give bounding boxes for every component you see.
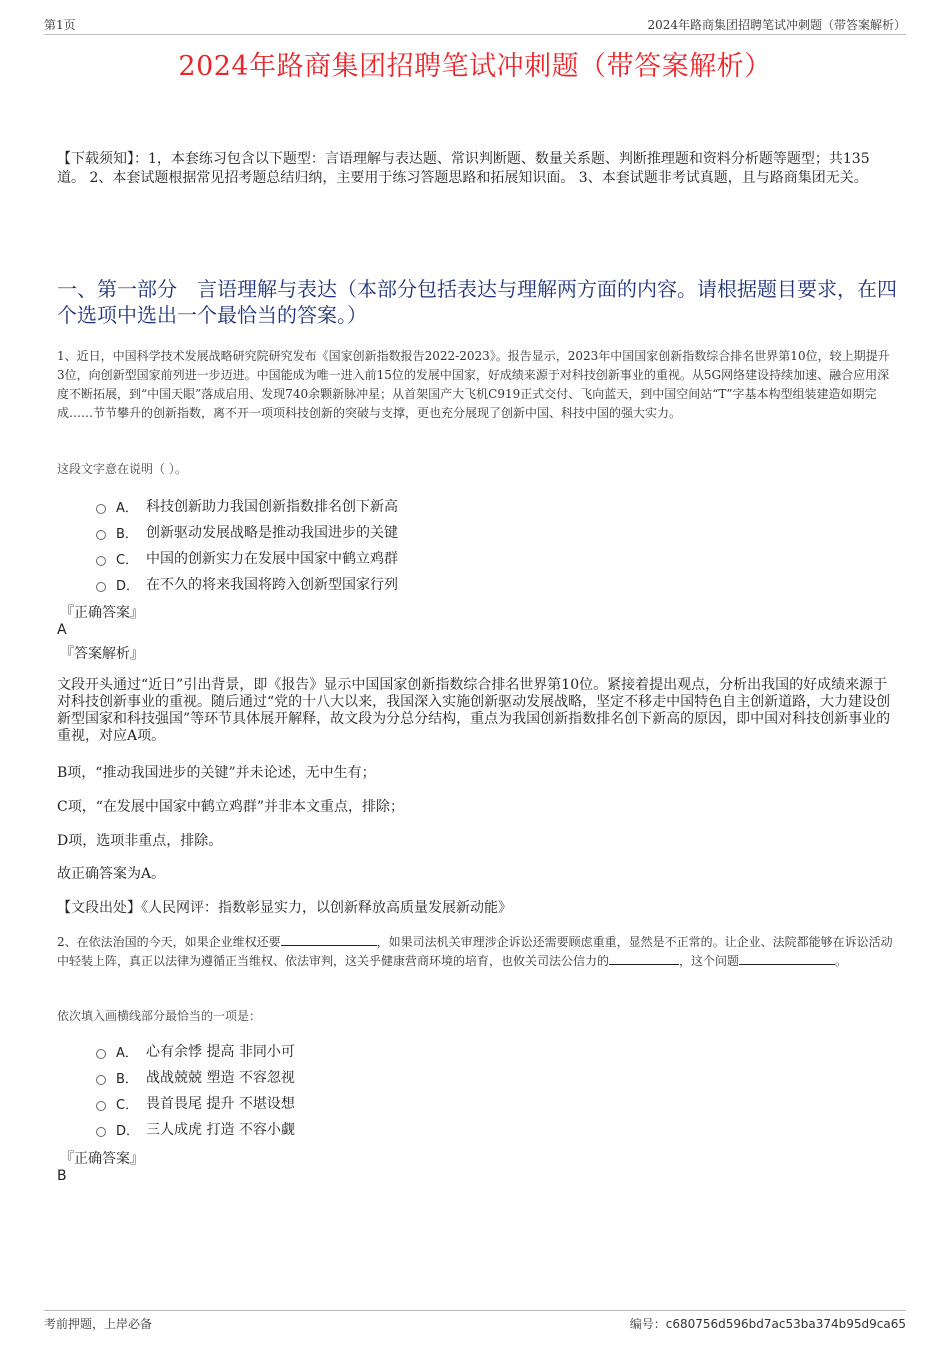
radio-icon[interactable] bbox=[96, 504, 106, 514]
answer-blank bbox=[281, 933, 377, 946]
analysis-paragraph: 文段开头通过“近日”引出背景，即《报告》显示中国国家创新指数综合排名世界第10位。紧接着提出观点，分析出我国的好成绩来源于对科技创新事业的重视。随后通过“党的十八大以来，我国深入实施创新驱动发展战略，坚定不移走中国特色自主创新道路，大力建设创新型国家和科技强国”等环节具体展开解释，故文段为分总分结构，重点为我国创新指数排名创下新高的原因，即中国对科技创新事业的重视，对应A项。 bbox=[57, 677, 891, 744]
radio-icon[interactable] bbox=[96, 530, 106, 540]
question-1-text: 1、近日，中国科学技术发展战略研究院研究发布《国家创新指数报告2022-2023》。报告显示，2023年中国国家创新指数综合排名世界第10位，较上期提升3位，向创新型国家前列进一步迈进。中国能成为唯一进入前15位的发展中国家，好成绩来源于对科技创新事业的重视。从5G网络建设持续加速、融合应用深度不断拓展，到“中国天眼”落成启用、发现740余颗新脉冲星；从首架国产大飞机C919正式交付、飞向蓝天，到中国空间站“T”字基本构型组装建造如期完成……节节攀升的创新指数，离不开一项项科技创新的突破与支撑，更也充分展现了创新中国、科技中国的强大实力。 bbox=[57, 349, 890, 420]
question-2-text: 2、在依法治国的今天，如果企业维权还要 ，如果司法机关审理涉企诉讼还需要顾虑重重，显然是不正常的。让企业、法院都能够在诉讼活动中轻装上阵，真正以法律为遵循正当维权、依法审判，这关乎健康营商环境的培育，也攸关司法公信力的 ，这个问题 。 bbox=[57, 935, 893, 968]
analysis-paragraph: C项，“在发展中国家中鹤立鸡群”并非本文重点，排除； bbox=[57, 799, 405, 815]
correct-answer: A bbox=[57, 622, 67, 638]
correct-answer: B bbox=[57, 1168, 67, 1184]
radio-icon[interactable] bbox=[96, 556, 106, 566]
analysis-label: 『答案解析』 bbox=[60, 646, 144, 662]
radio-icon[interactable] bbox=[96, 1101, 106, 1111]
header-doc-title: 2024年路商集团招聘笔试冲刺题（带答案解析） bbox=[647, 18, 906, 32]
radio-icon[interactable] bbox=[96, 582, 106, 592]
question-2-options bbox=[96, 1038, 295, 1142]
answer-blank bbox=[739, 952, 835, 965]
footer-slogan: 考前押题，上岸必备 bbox=[44, 1317, 153, 1331]
page-header bbox=[44, 14, 906, 35]
page-title: 2024年路商集团招聘笔试冲刺题（带答案解析） bbox=[178, 51, 772, 82]
answer-blank bbox=[609, 952, 679, 965]
option-c[interactable]: C． 中国的创新实力在发展中国家中鹤立鸡群 bbox=[96, 545, 398, 571]
document-code: 编号：c680756d596bd7ac53ba374b95d9ca65 bbox=[629, 1317, 906, 1331]
source-citation: 【文段出处】《人民网评：指数彰显实力，以创新释放高质量发展新动能》 bbox=[57, 900, 512, 916]
option-b[interactable]: B． 战战兢兢 塑造 不容忽视 bbox=[96, 1064, 295, 1090]
option-c[interactable]: C． 畏首畏尾 提升 不堪设想 bbox=[96, 1090, 295, 1116]
question-1-stem: 这段文字意在说明（ ）。 bbox=[57, 462, 187, 476]
question-2-stem: 依次填入画横线部分最恰当的一项是： bbox=[57, 1009, 262, 1023]
question-1-options bbox=[96, 493, 398, 597]
option-d[interactable]: D． 在不久的将来我国将跨入创新型国家行列 bbox=[96, 571, 398, 597]
option-d[interactable]: D． 三人成虎 打造 不容小觑 bbox=[96, 1116, 295, 1142]
analysis-paragraph: D项，选项非重点，排除。 bbox=[57, 833, 223, 849]
option-a[interactable]: A． 科技创新助力我国创新指数排名创下新高 bbox=[96, 493, 398, 519]
analysis-paragraph: 故正确答案为A。 bbox=[57, 866, 166, 882]
radio-icon[interactable] bbox=[96, 1127, 106, 1137]
section-title: 一、第一部分 言语理解与表达（本部分包括表达与理解两方面的内容。请根据题目要求，在四个选项中选出一个最恰当的答案。） bbox=[57, 277, 897, 327]
option-a[interactable]: A． 心有余悸 提高 非同小可 bbox=[96, 1038, 295, 1064]
analysis-paragraph: B项，“推动我国进步的关键”并未论述，无中生有； bbox=[57, 765, 376, 781]
radio-icon[interactable] bbox=[96, 1049, 106, 1059]
correct-answer-label: 『正确答案』 bbox=[60, 605, 144, 621]
option-b[interactable]: B． 创新驱动发展战略是推动我国进步的关键 bbox=[96, 519, 398, 545]
radio-icon[interactable] bbox=[96, 1075, 106, 1085]
download-notice: 【下载须知】：1，本套练习包含以下题型：言语理解与表达题、常识判断题、数量关系题、判断推理题和资料分析题等题型；共135道。 2、本套试题根据常见招考题总结归纳，主要用于练习答题思路和拓展知识面。 3、本套试题非考试真题，且与路商集团无关。 bbox=[57, 151, 870, 186]
page-footer bbox=[44, 1310, 906, 1331]
page-number: 第1页 bbox=[44, 18, 76, 32]
correct-answer-label: 『正确答案』 bbox=[60, 1151, 144, 1167]
